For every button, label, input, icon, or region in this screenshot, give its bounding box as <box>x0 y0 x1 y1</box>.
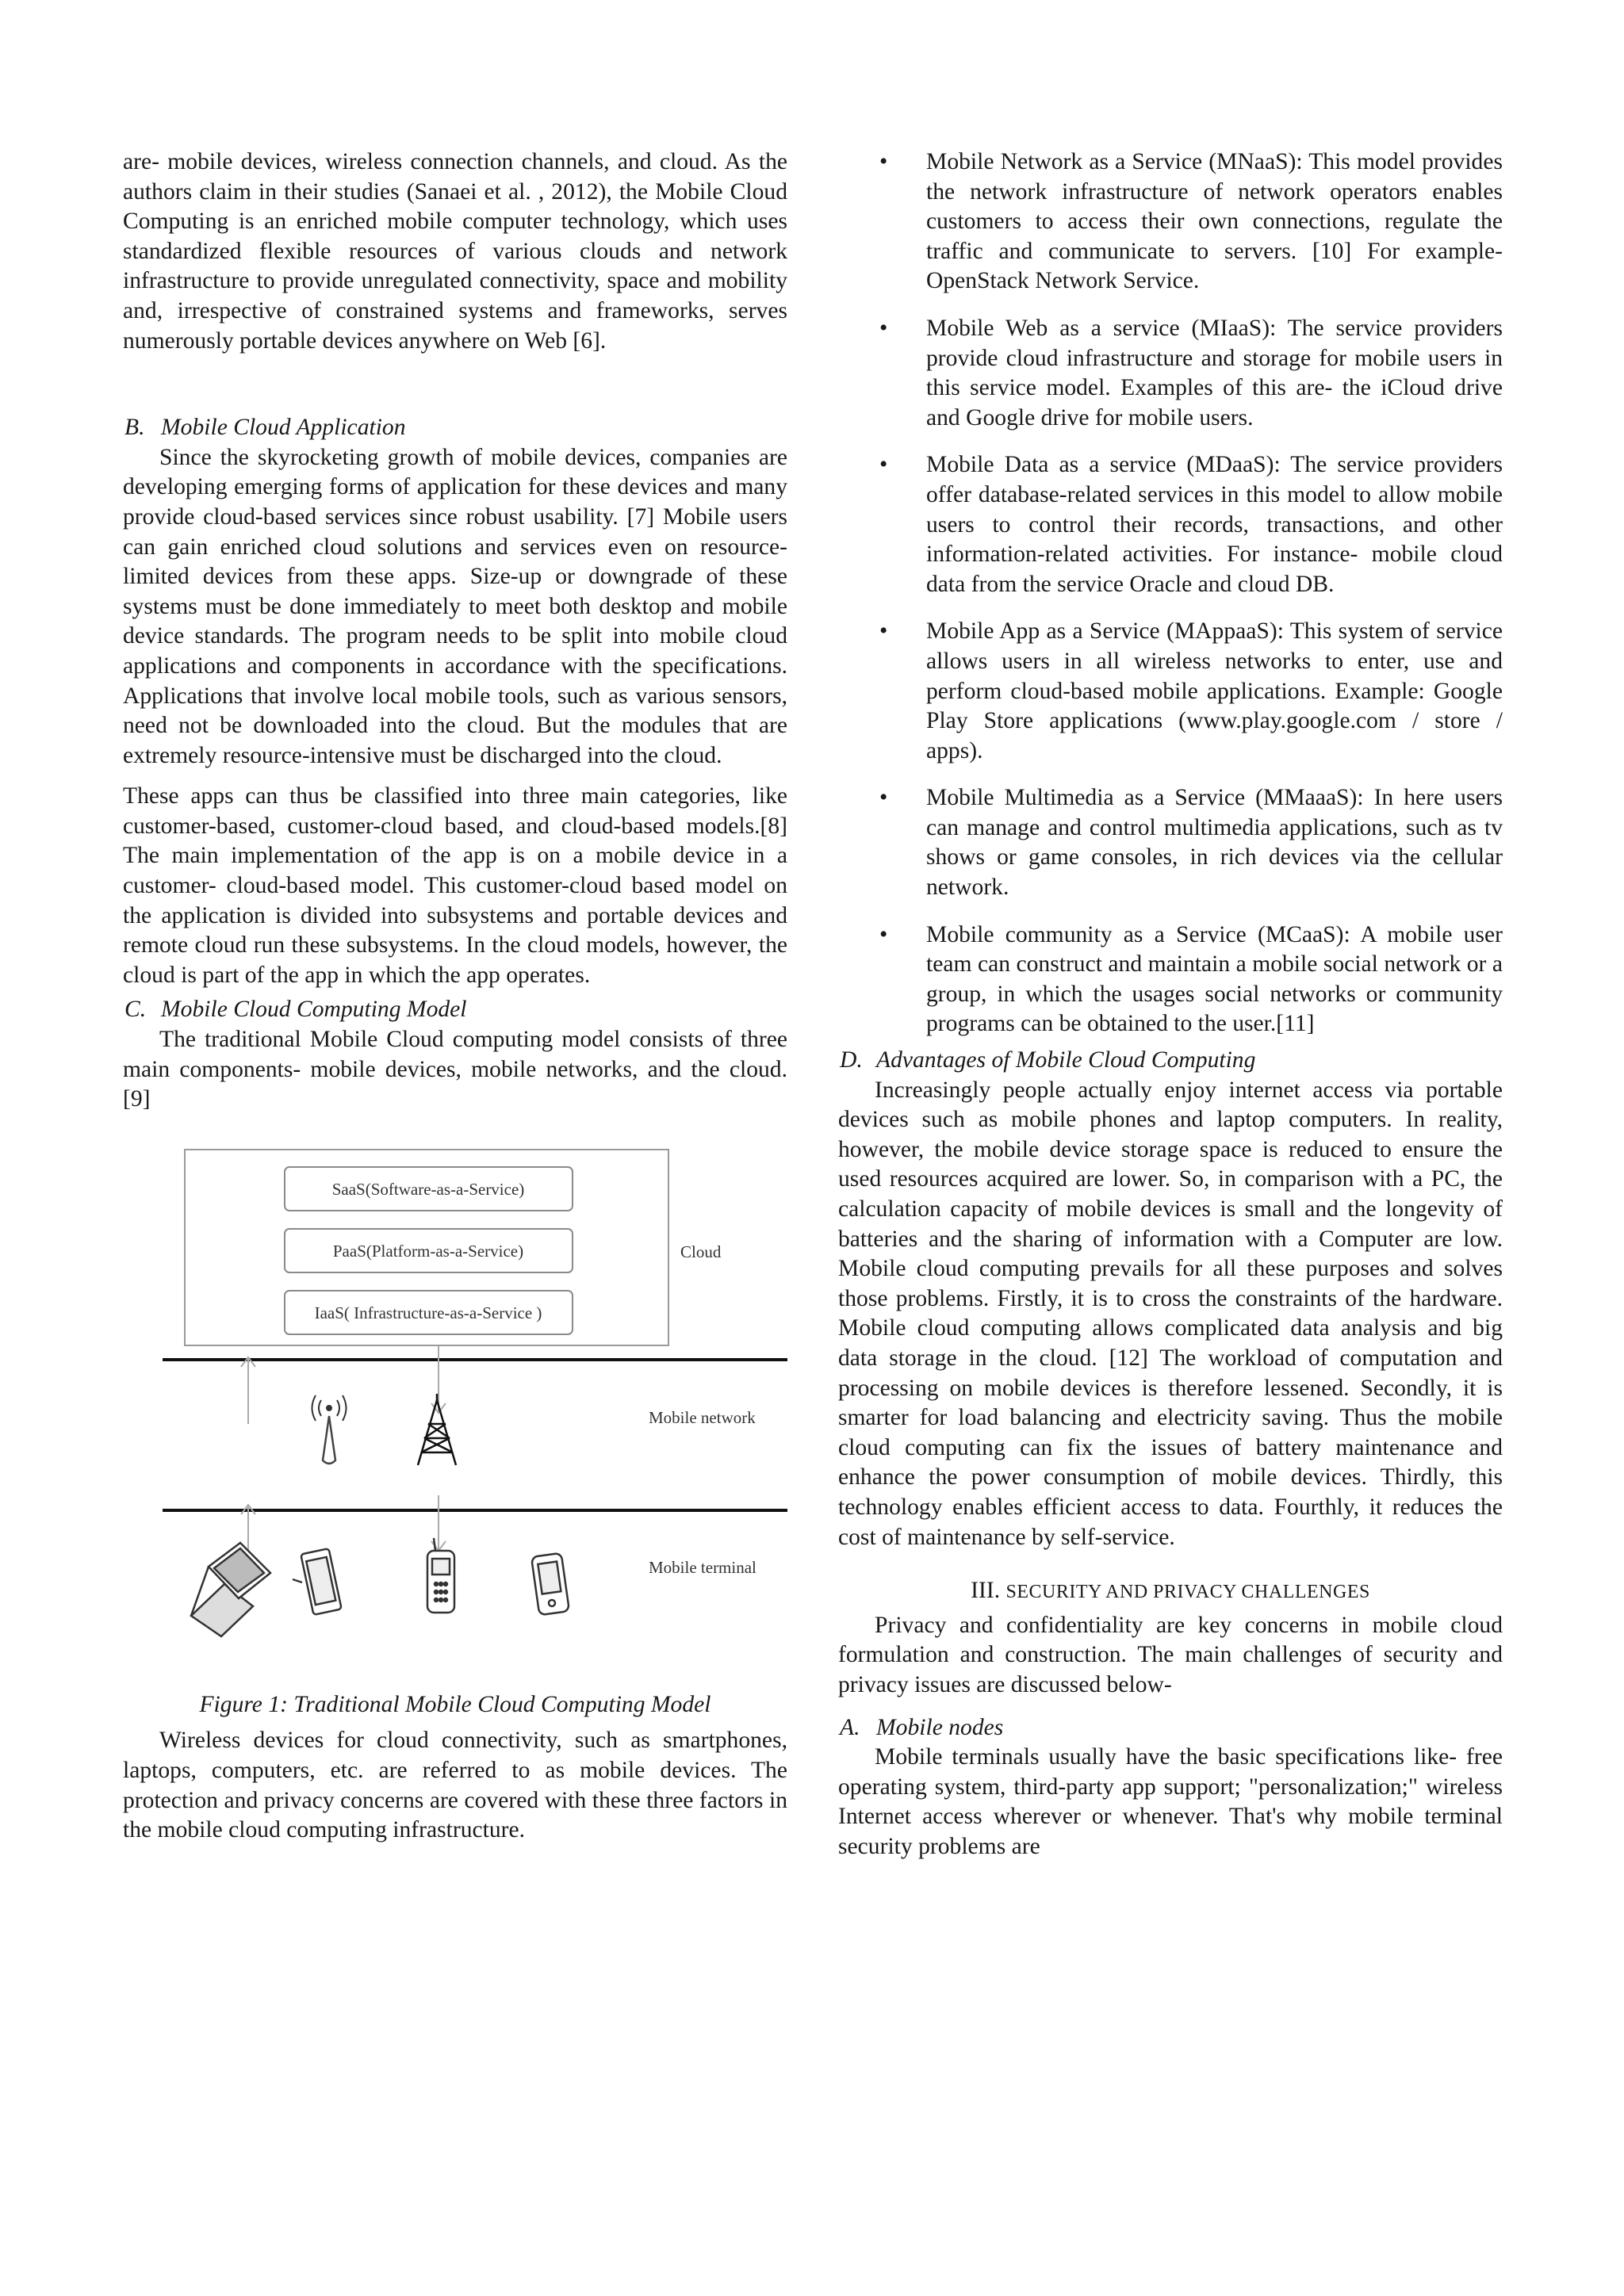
heading-section-a <box>838 1713 1503 1743</box>
heading-section-c <box>123 995 787 1025</box>
section-a-title: Mobile nodes <box>876 1714 1004 1740</box>
paragraph-d1: Increasingly people actually enjoy internet access via portable devices such as mobile phones and laptop computers. In reality, however, the mobile device storage space is reduced to ensure the used resources acquired are lower. So, in comparison with a PC, the calculation capacity of mobile devices is small and the longevity of batteries and the sharing of information with a Computer are low. Mobile cloud computing prevails for all these purposes and solves those problems. Firstly, it is to cross the constraints of the hardware. Mobile cloud computing allows complicated data analysis and big data storage in the cloud. [12] The workload of computation and processing on mobile devices is therefore lessened. Secondly, it is smarter for load balancing and electricity saving. Thus the mobile cloud computing can fix the issues of battery maintenance and enhance the power consumption of mobile devices. Thirdly, this technology enables efficient access to data. Fourthly, it reduces the cost of maintenance by self-service. <box>838 1077 1503 1550</box>
heading-section-3 <box>838 1576 1503 1608</box>
paas-label: PaaS(Platform-as-a-Service) <box>332 1241 524 1261</box>
section-c-title: Mobile Cloud Computing Model <box>161 997 467 1023</box>
bullet-text: Mobile Multimedia as a Service (MMaaaS): In here users can manage and control multimedia applications, such as tv shows or game consoles, in rich devices via the cellular network. <box>926 785 1503 901</box>
iaas-label: IaaS( Infrastructure-as-a-Service ) <box>314 1303 542 1322</box>
list-item <box>838 314 1503 433</box>
bullet-text: Mobile Data as a service (MDaaS): The service providers offer database-related services in this model to allow mobile users to control their records, transactions, and other information-related activities. For instance- mobile cloud data from the service Oracle and cloud DB. <box>926 452 1503 597</box>
section-d-label: D. <box>840 1047 863 1073</box>
smartphone-icon <box>531 1553 569 1616</box>
terminal-label: Mobile terminal <box>649 1557 756 1577</box>
list-item <box>838 783 1503 902</box>
section-c-label: C. <box>124 997 147 1023</box>
bullet-text: Mobile community as a Service (MCaaS): A mobile user team can construct and maintain a mobile social network or a group, in which the usages social networks or community programs can be obtained to the user.[11] <box>926 921 1503 1037</box>
bullet-icon: • <box>879 921 888 947</box>
service-model-list <box>838 147 1503 1039</box>
bullet-icon: • <box>879 315 888 341</box>
bullet-text: Mobile Web as a service (MIaaS): The service providers provide cloud infrastructure and storage for mobile users in this service model. Examples of this are- the iCloud drive and Google drive for mobile users. <box>926 315 1503 430</box>
list-item <box>838 617 1503 766</box>
section-b-title: Mobile Cloud Application <box>161 415 406 441</box>
list-item <box>838 920 1503 1039</box>
section-3-title: SECURITY AND PRIVACY CHALLENGES <box>1005 1582 1370 1603</box>
list-item <box>838 450 1503 599</box>
bullet-icon: • <box>879 452 888 478</box>
figure-diagram <box>123 1138 787 1662</box>
bullet-icon: • <box>879 618 888 645</box>
wireless-access-point-icon <box>312 1395 347 1464</box>
paragraph-3: Privacy and confidentiality are key concerns in mobile cloud formulation and construction. The main challenges of security and privacy issues are discussed below- <box>838 1612 1503 1697</box>
figure-mcc-model <box>123 1138 787 1662</box>
figure-caption: Figure 1: Traditional Mobile Cloud Computing Model <box>199 1691 711 1717</box>
section-a-label: A. <box>840 1714 860 1740</box>
paragraph-c2: Wireless devices for cloud connectivity, such as smartphones, laptops, computers, etc. are referred to as mobile devices. The protection and privacy concerns are covered with these three factors in the mobile cloud computing infrastructure. <box>123 1728 787 1843</box>
bullet-text: Mobile App as a Service (MAppaaS): This system of service allows users in all wireless networks to enter, use and perform cloud-based mobile applications. Example: Google Play Store applications (www.play.google.com / store / apps). <box>926 618 1503 763</box>
bullet-text: Mobile Network as a Service (MNaaS): This model provides the network infrastructure of network operators enables customers to access their own connections, regulate the traffic and communicate to servers. [10] For example- OpenStack Network Service. <box>926 149 1503 294</box>
section-3-number: III. <box>971 1578 1001 1604</box>
network-label: Mobile network <box>649 1407 756 1427</box>
cell-tower-icon <box>418 1394 456 1465</box>
paragraph-b1: Since the skyrocketing growth of mobile devices, companies are developing emerging forms of application for these devices and many provide cloud-based services since robust usability. [7] Mobile users can gain enriched cloud solutions and services even on resource-limited devices from these apps. Size-up or downgrade of these systems must be done immediately to meet both desktop and mobile device standards. The program needs to be split into mobile cloud applications and components in accordance with the specifications. Applications that involve local mobile tools, such as various sensors, need not be downloaded into the cloud. But the modules that are extremely resource-intensive must be discharged into the cloud. <box>123 444 787 768</box>
right-column <box>838 147 1503 1862</box>
cloud-label: Cloud <box>680 1242 722 1261</box>
feature-phone-icon <box>427 1538 454 1613</box>
laptop-icon <box>191 1543 270 1636</box>
paragraph-intro: are- mobile devices, wireless connection channels, and cloud. As the authors claim in their studies (Sanaei et al. , 2012), the Mobile Cloud Computing is an enriched mobile computer technology, which uses standardized flexible resources of various clouds and network infrastructure to provide unregulated connectivity, space and mobility and, irrespective of constrained systems and frameworks, serves numerously portable devices anywhere on Web [6]. <box>123 149 787 354</box>
left-column <box>123 147 787 1846</box>
up-arrow-upper <box>241 1357 255 1424</box>
list-item <box>838 147 1503 297</box>
bullet-icon: • <box>879 149 888 174</box>
saas-label: SaaS(Software-as-a-Service) <box>331 1179 525 1199</box>
paragraph-b2: These apps can thus be classified into three main categories, like customer-based, customer-cloud based, and cloud-based models.[8] The main implementation of the app is on a mobile device in a customer- cloud-based model. This customer-cloud based model on the application is divided into subsystems and portable devices and remote cloud run these subsystems. In the cloud models, however, the cloud is part of the app in which the app operates. <box>123 783 787 988</box>
paragraph-c1: The traditional Mobile Cloud computing model consists of three main components- mobile devices, mobile networks, and the cloud. [9] <box>123 1027 787 1112</box>
bullet-icon: • <box>879 785 888 811</box>
heading-section-d <box>838 1046 1503 1076</box>
tablet-icon <box>293 1548 342 1615</box>
section-b-label: B. <box>124 415 145 441</box>
section-d-title: Advantages of Mobile Cloud Computing <box>876 1047 1256 1073</box>
paragraph-a1: Mobile terminals usually have the basic specifications like- free operating system, third-party app support; "personalization;" wireless Internet access wherever or whenever. That's why mobile terminal security problems are <box>838 1744 1503 1859</box>
heading-section-b <box>123 413 787 443</box>
